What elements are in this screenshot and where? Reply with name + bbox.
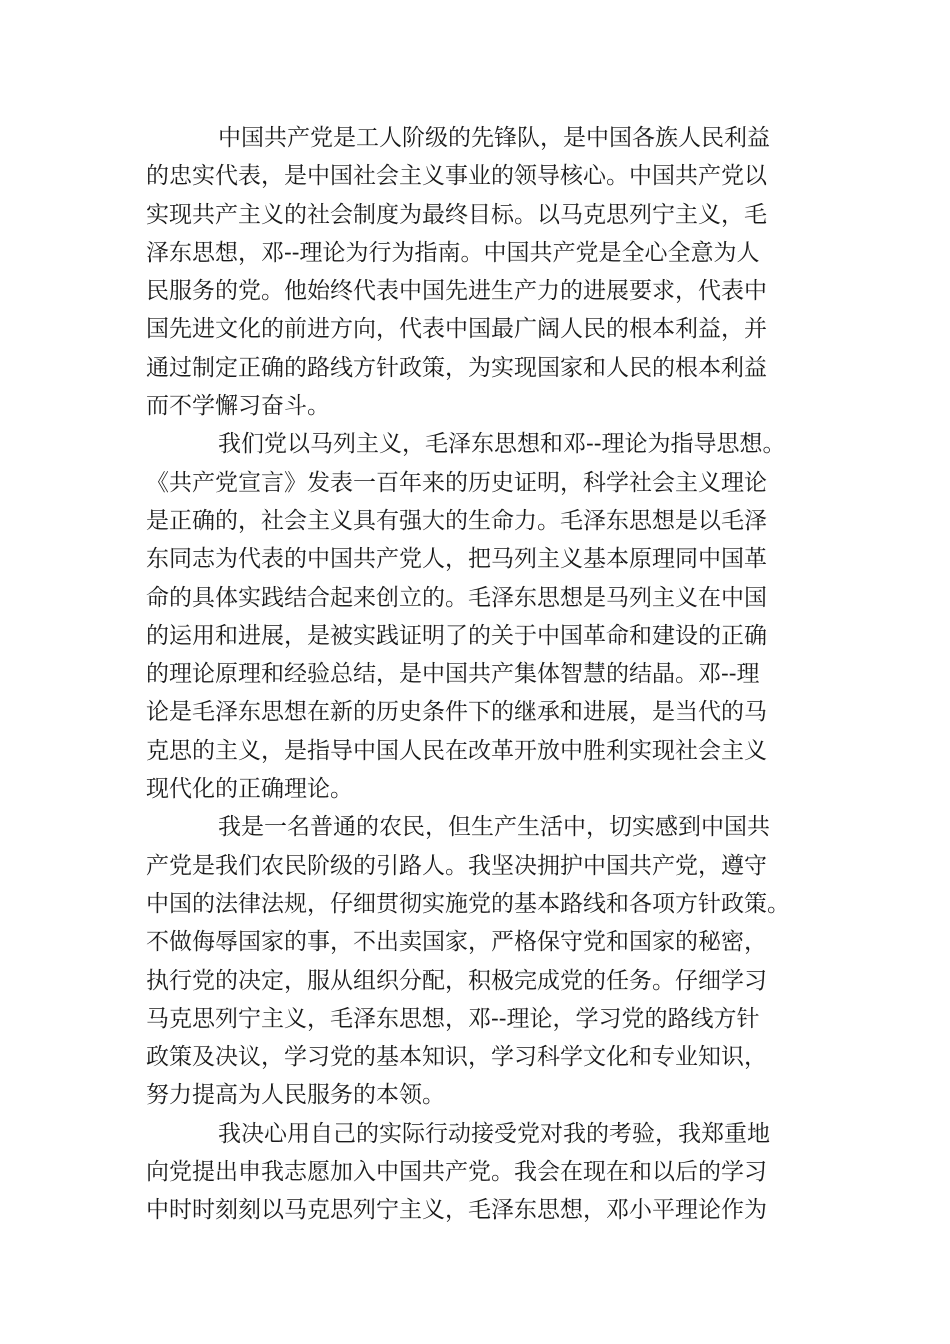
text-line: 我们党以马列主义，毛泽东思想和邓--理论为指导思想。 <box>218 431 786 458</box>
paragraph-3 <box>146 808 796 1114</box>
paragraph-4 <box>146 1115 796 1230</box>
text-line: 向党提出申我志愿加入中国共产党。我会在现在和以后的学习 <box>146 1159 767 1186</box>
text-line: 努力提高为人民服务的本领。 <box>146 1082 445 1109</box>
document-body <box>146 119 796 1230</box>
text-line: 现代化的正确理论。 <box>146 776 353 803</box>
text-line: 中国共产党是工人阶级的先锋队，是中国各族人民利益 <box>218 125 770 151</box>
text-line: 论是毛泽东思想在新的历史条件下的继承和进展，是当代的马 <box>146 699 767 726</box>
paragraph-1 <box>146 119 796 425</box>
text-line: 的理论原理和经验总结，是中国共产集体智慧的结晶。邓--理 <box>146 661 760 688</box>
text-line: 民服务的党。他始终代表中国先进生产力的进展要求，代表中 <box>146 278 767 305</box>
text-line: 中时时刻刻以马克思列宁主义，毛泽东思想，邓小平理论作为 <box>146 1197 767 1224</box>
text-line: 马克思列宁主义，毛泽东思想，邓--理论，学习党的路线方针 <box>146 1005 760 1032</box>
paragraph-2 <box>146 425 796 808</box>
text-line: 政策及决议，学习党的基本知识，学习科学文化和专业知识， <box>146 1044 767 1071</box>
text-line: 国先进文化的前进方向，代表中国最广阔人民的根本利益，并 <box>146 316 767 343</box>
text-line: 我决心用自己的实际行动接受党对我的考验，我郑重地 <box>218 1120 770 1147</box>
text-line: 中国的法律法规，仔细贯彻实施党的基本路线和各项方针政策。 <box>146 890 790 917</box>
text-line: 命的具体实践结合起来创立的。毛泽东思想是马列主义在中国 <box>146 584 767 611</box>
text-line: 通过制定正确的路线方针政策，为实现国家和人民的根本利益 <box>146 354 767 381</box>
text-line: 的运用和进展，是被实践证明了的关于中国革命和建设的正确 <box>146 622 767 649</box>
text-line: 我是一名普通的农民，但生产生活中，切实感到中国共 <box>218 814 770 841</box>
text-line: 执行党的决定，服从组织分配，积极完成党的任务。仔细学习 <box>146 967 767 994</box>
text-line: 不做侮辱国家的事，不出卖国家，严格保守党和国家的秘密， <box>146 929 767 956</box>
text-line: 东同志为代表的中国共产党人，把马列主义基本原理同中国革 <box>146 546 767 573</box>
text-line: 《共产党宣言》发表一百年来的历史证明，科学社会主义理论 <box>146 469 767 496</box>
text-line: 而不学懈习奋斗。 <box>146 393 330 420</box>
text-line: 产党是我们农民阶级的引路人。我坚决拥护中国共产党，遵守 <box>146 852 767 879</box>
text-line: 是正确的，社会主义具有强大的生命力。毛泽东思想是以毛泽 <box>146 507 767 534</box>
text-line: 克思的主义，是指导中国人民在改革开放中胜利实现社会主义 <box>146 737 767 764</box>
text-line: 泽东思想，邓--理论为行为指南。中国共产党是全心全意为人 <box>146 239 760 266</box>
text-line: 实现共产主义的社会制度为最终目标。以马克思列宁主义，毛 <box>146 201 767 228</box>
text-line: 的忠实代表，是中国社会主义事业的领导核心。中国共产党以 <box>146 163 767 190</box>
